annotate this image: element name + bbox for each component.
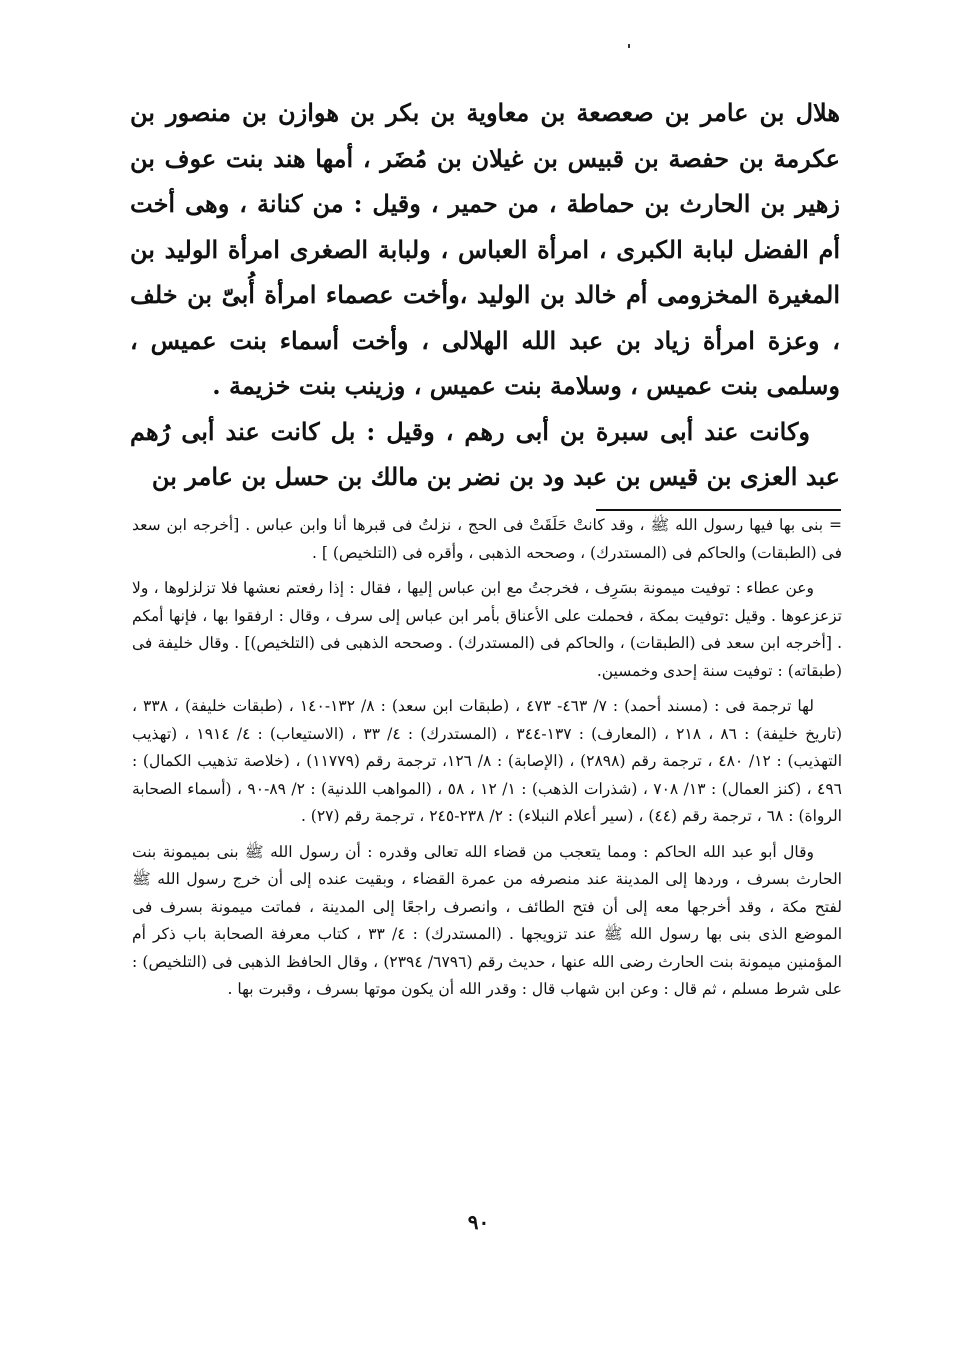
footnote-continuation: = بنى بها فيها رسول الله ﷺ ، وقد كانتْ حَلَقَتْ فى الحج ، نزلتُ فى قبرها أنا وابن عباس . [أخرجه ابن سعد فى (الطبقات) والحاكم فى (المستدرك) ، وصححه الذهبى ، وأقره فى (التلخيص) ] . — [132, 516, 842, 562]
page-number: ٩٠ — [467, 1210, 490, 1234]
main-text-block — [130, 90, 840, 500]
footnote-separator — [596, 509, 841, 511]
footnote-hakim-statement: وقال أبو عبد الله الحاكم : ومما يتعجب من قضاء الله تعالى وقدره : أن رسول الله ﷺ بنى بميمونة بنت الحارث بسرف ، وردها إلى المدينة عند منصرفه من عمرة القضاء ، وبقيت عنده إلى أن خرج رسول الله ﷺ لفتح مكة ، وقد أخرجها معه إلى أن فتح الطائف ، وانصرف راجعًا إلى المدينة ، فماتت ميمونة بسرف فى الموضع الذى بنى بها رسول الله ﷺ عند تزويجها . (المستدرك) : ٤/ ٣٣ ، كتاب معرفة الصحابة باب ذكر أم المؤمنين ميمونة بنت الحارث رضى الله عنها ، حديث رقم (٦٧٩٦/ ٢٣٩٤) ، وقال الحافظ الذهبى فى (التلخيص) : على شرط مسلم ، ثم قال : وعن ابن شهاب قال : وقدر الله أن يكون موتها بسرف ، وقبرت بها . — [132, 842, 843, 998]
main-paragraph-2: وكانت عند أبى سبرة بن أبى رهم ، وقيل : بل كانت عند أبى رُهم عبد العزى بن قيس بن عبد ود بن نضر بن مالك بن حسل بن عامر بن — [130, 416, 840, 491]
scan-speck — [628, 44, 630, 48]
footnotes-block — [132, 512, 842, 1004]
footnote-biography-sources: لها ترجمة فى : (مسند أحمد) : ٧/ ٤٦٣- ٤٧٣ ، (طبقات ابن سعد) : ٨/ ١٣٢-١٤٠ ، (طبقات خليفة) ، ٣٣٨ ، (تاريخ خليفة) : ٨٦ ، ٢١٨ ، (المعارف) : ١٣٧-٣٤٤ ، (المستدرك) : ٤/ ٣٣ ، (الاستيعاب) : ٤/ ١٩١٤ ، (تهذيب التهذيب) : ١٢/ ٤٨٠ ، ترجمة رقم (٢٨٩٨) ، (الإصابة) : ٨/ ١٢٦، ترجمة رقم (١١٧٧٩) ، (خلاصة تذهيب الكمال) : ٤٩٦ ، (كنز العمال) : ١٣/ ٧٠٨ ، (شذرات الذهب) : ١/ ١٢ ، ٥٨ ، (المواهب اللدنية) : ٢/ ٨٩-٩٠ ، (أسماء الصحابة الرواة) : ٦٨ ، ترجمة رقم (٤٤) ، (سير أعلام النبلاء) : ٢/ ٢٣٨-٢٤٥ ، ترجمة رقم (٢٧) . — [132, 697, 843, 825]
footnote-ata-narration: وعن عطاء : توفيت ميمونة بسَرِف ، فخرجتُ مع ابن عباس إليها ، فقال : إذا رفعتم نعشها فلا تزلزلوها ، ولا تزعزعوها . وقيل :توفيت بمكة ، فحملت على الأعناق بأمر ابن عباس إلى سرف ، وقال : ارفقوا بها ، فإنها أمكم . [أخرجه ابن سعد فى (الطبقات) ، والحاكم فى (المستدرك) . وصححه الذهبى فى (التلخيص)] . وقال خليفة فى (طبقاته) : توفيت سنة إحدى وخمسين. — [132, 579, 842, 680]
main-paragraph-1: هلال بن عامر بن صعصعة بن معاوية بن بكر بن هوازن بن منصور بن عكرمة بن حفصة بن قبيس بن غيلان بن مُضَر ، أمها هند بنت عوف بن زهير بن الحارث بن حماطة ، من حمير ، وقيل : من كنانة ، وهى أخت أم الفضل لبابة الكبرى ، امرأة العباس ، ولبابة الصغرى امرأة الوليد بن المغيرة المخزومى أم خالد بن الوليد ،وأخت عصماء امرأة أُبىّ بن خلف ، وعزة امرأة زياد بن عبد الله الهلالى ، وأخت أسماء بنت عميس ، وسلمى بنت عميس ، وسلامة بنت عميس ، وزينب بنت خزيمة . — [130, 98, 840, 400]
